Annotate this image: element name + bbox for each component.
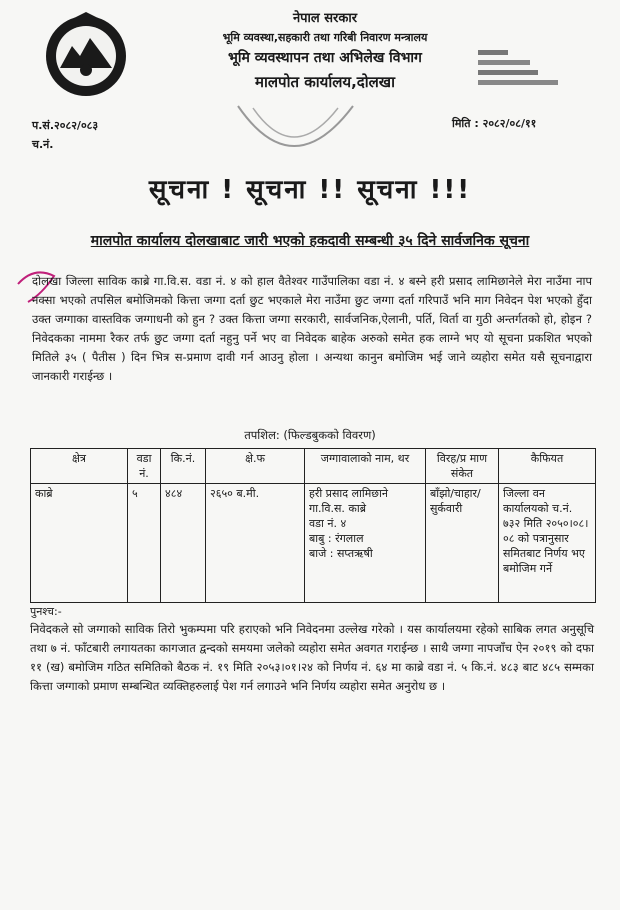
notice-title: सूचना ! सूचना !! सूचना !!! [148,175,472,205]
owner-ward: वडा नं. ४ [309,517,347,530]
details-table [30,448,596,603]
notice-subject: मालपोत कार्यालय दोलखाबाट जारी भएको हकदावी सम्बन्धी ३५ दिने सार्वजनिक सूचना [90,233,530,249]
table-title: तपशिल: (फिल्डबुकको विवरण) [244,428,376,442]
government-emblem-icon [40,12,132,100]
postscript-label: पुनश्च:- [30,605,62,618]
col-kitta: कि.नं. [161,449,206,484]
cell-boundary: बाँझो/चाहार/ सुर्कवारी [426,484,499,603]
owner-name: हरी प्रसाद लामिछाने [309,487,388,500]
reference-number: प.सं.२०८२/०८३ [32,119,99,132]
cell-area: काब्रे [31,484,128,603]
owner-father: बाबु : रंगलाल [309,532,364,545]
cell-kitta: ४८४ [161,484,206,603]
col-size: क्षे.फ [206,449,305,484]
header-government: नेपाल सरकार [292,11,358,26]
col-boundary: विरह/प्र माण संकेत [426,449,499,484]
cell-ward: ५ [128,484,161,603]
office-stamp-icon [228,96,358,176]
header-office: मालपोत कार्यालय,दोलखा [255,73,395,91]
header-ministry: भूमि व्यवस्था,सहकारी तथा गरिबी निवारण मन्त्रालय [222,31,428,44]
owner-vdc: गा.वि.स. काब्रे [309,502,367,515]
header-department: भूमि व्यवस्थापन तथा अभिलेख विभाग [228,50,422,66]
cell-owner [305,484,426,603]
dispatch-number: च.नं. [32,138,54,151]
issue-date: मिति : २०८२/०८/११ [452,117,537,130]
col-remarks: कैफियत [499,449,596,484]
table-header-row [31,449,596,484]
cell-size: २६५० ब.मी. [206,484,305,603]
contact-smudge-icon [478,48,588,92]
notice-body: दोलखा जिल्ला साविक काब्रे गा.वि.स. वडा नं. ४ को हाल वैतेश्वर गाउँपालिका वडा नं. ४ बस्ने हरी प्रसाद लामिछानेले मेरा नाउँमा नाप नक्सा भएको तपसिल बमोजिमको कित्ता जग्गा दर्ता छुट भएकाले मेरा नाउँमा छुट जग्गा दर्ता गरिपाउँ भनि माग निवेदन पेश भएको हुँदा उक्त जग्गाका वास्तविक जग्गाधनी को हुन ? उक्त कित्ता जग्गा सरकारी, सार्वजनिक,ऐलानी, पर्ति, विर्ता वा गुठी अन्तर्गतको हो, होइन ? निवेदकका नाममा रैकर तर्फ छुट जग्गा दर्ता नहुनु पर्ने भए वा निवेदक बाहेक अरुको समेत हक लाग्ने भए यो सूचना प्रकशित भएको मितिले ३५ ( पैतीस ) दिन भित्र स-प्रमाण दावी गर्न आउनु होला । अन्यथा कानुन बमोजिम भई जाने व्यहोरा समेत यसै सूचनाद्वारा जानकारी गराईन्छ । [32,274,592,383]
table-row [31,484,596,603]
owner-grandfather: बाजे : सप्तऋषी [309,547,373,560]
col-ward: वडा नं. [128,449,161,484]
col-owner: जग्गावालाको नाम, थर [305,449,426,484]
col-area: क्षेत्र [31,449,128,484]
postscript-body: निवेदकले सो जग्गाको साविक तिरो भुकम्पमा परि हराएको भनि निवेदनमा उल्लेख गरेको । यस कार्यालयमा रहेको साबिक लगत अनुसूचि तथा ७ नं. फाँटबारी लगायतका कागजात द्वन्दको समयमा जलेको व्यहोरा समेत अवगत गराईन्छ । साथै जग्गा नापजाँच ऐन २०१९ को दफा ११ (ख) बमोजिम गठित समितिको बैठक नं. १९ मिति २०५३।०१।२४ को निर्णय नं. ६४ मा काब्रे वडा नं. ५ कि.नं. ४८३ बाट ४८५ सम्मका कित्ता जग्गाको प्रमाण सम्बन्धित व्यक्तिहरुलाई पेश गर्न लगाउने भनि निर्णय व्यहोरा समेत अनुरोध छ । [30,622,594,693]
cell-remarks: जिल्ला वन कार्यालयको च.नं. ७३२ मिति २०५०।०८।०८ को पत्रानुसार समितबाट निर्णय भए बमोजिम गर्ने [499,484,596,603]
contact-block [478,48,598,95]
